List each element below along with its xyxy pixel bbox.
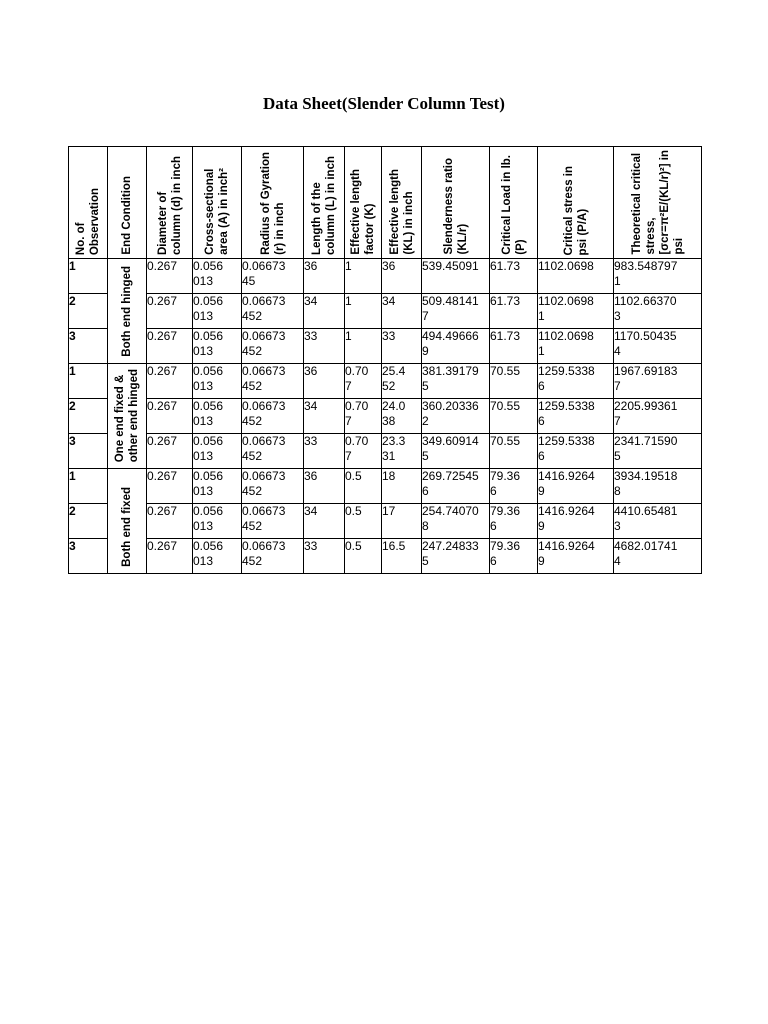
length-cell: 33 [304, 329, 345, 364]
header-cell-end-condition: End Condition [108, 147, 147, 259]
radius-cell: 0.06673 452 [242, 294, 304, 329]
table-row [69, 294, 702, 329]
table-body [69, 259, 702, 574]
theoretical-stress-cell: 2341.71590 5 [614, 434, 702, 469]
radius-cell: 0.06673 452 [242, 434, 304, 469]
effective-length-cell: 17 [382, 504, 422, 539]
critical-load-cell: 79.36 6 [490, 469, 538, 504]
header-cell-critical-load: Critical Load in lb. (P) [490, 147, 538, 259]
k-factor-cell: 0.5 [345, 504, 382, 539]
theoretical-stress-cell: 1102.66370 3 [614, 294, 702, 329]
length-cell: 34 [304, 504, 345, 539]
k-factor-cell: 0.70 7 [345, 364, 382, 399]
end-condition-cell: Both end fixed [108, 469, 147, 574]
observation-cell: 3 [69, 434, 108, 469]
theoretical-stress-cell: 983.548797 1 [614, 259, 702, 294]
data-table [68, 146, 702, 574]
effective-length-cell: 34 [382, 294, 422, 329]
slenderness-cell: 247.24833 5 [422, 539, 490, 574]
theoretical-stress-cell: 4682.01741 4 [614, 539, 702, 574]
diameter-cell: 0.267 [147, 539, 193, 574]
table-row [69, 469, 702, 504]
table-row [69, 504, 702, 539]
effective-length-cell: 25.4 52 [382, 364, 422, 399]
diameter-cell: 0.267 [147, 259, 193, 294]
k-factor-cell: 0.70 7 [345, 399, 382, 434]
effective-length-cell: 36 [382, 259, 422, 294]
effective-length-cell: 16.5 [382, 539, 422, 574]
critical-stress-cell: 1416.9264 9 [538, 504, 614, 539]
observation-cell: 1 [69, 259, 108, 294]
length-cell: 33 [304, 539, 345, 574]
length-cell: 33 [304, 434, 345, 469]
length-cell: 34 [304, 294, 345, 329]
theoretical-stress-cell: 1967.69183 7 [614, 364, 702, 399]
slenderness-cell: 494.49666 9 [422, 329, 490, 364]
critical-stress-cell: 1259.5338 6 [538, 399, 614, 434]
diameter-cell: 0.267 [147, 399, 193, 434]
length-cell: 36 [304, 259, 345, 294]
area-cell: 0.056 013 [193, 294, 242, 329]
length-cell: 34 [304, 399, 345, 434]
critical-stress-cell: 1259.5338 6 [538, 364, 614, 399]
header-cell-critical-stress: Critical stress in psi (P/A) [538, 147, 614, 259]
area-cell: 0.056 013 [193, 539, 242, 574]
k-factor-cell: 1 [345, 294, 382, 329]
observation-cell: 2 [69, 399, 108, 434]
observation-cell: 3 [69, 329, 108, 364]
critical-load-cell: 61.73 [490, 329, 538, 364]
diameter-cell: 0.267 [147, 469, 193, 504]
critical-load-cell: 79.36 6 [490, 539, 538, 574]
area-cell: 0.056 013 [193, 329, 242, 364]
theoretical-stress-cell: 1170.50435 4 [614, 329, 702, 364]
slenderness-cell: 254.74070 8 [422, 504, 490, 539]
theoretical-stress-cell: 2205.99361 7 [614, 399, 702, 434]
diameter-cell: 0.267 [147, 504, 193, 539]
slenderness-cell: 381.39179 5 [422, 364, 490, 399]
area-cell: 0.056 013 [193, 364, 242, 399]
critical-load-cell: 79.36 6 [490, 504, 538, 539]
header-cell-diameter: Diameter of column (d) in inch [147, 147, 193, 259]
area-cell: 0.056 013 [193, 504, 242, 539]
area-cell: 0.056 013 [193, 434, 242, 469]
table-row [69, 259, 702, 294]
page-title: Data Sheet(Slender Column Test) [263, 94, 505, 113]
table-row [69, 364, 702, 399]
header-cell-slenderness: Slenderness ratio (KL/r) [422, 147, 490, 259]
k-factor-cell: 0.5 [345, 539, 382, 574]
table-row [69, 434, 702, 469]
effective-length-cell: 24.0 38 [382, 399, 422, 434]
effective-length-cell: 18 [382, 469, 422, 504]
k-factor-cell: 1 [345, 329, 382, 364]
critical-load-cell: 61.73 [490, 259, 538, 294]
radius-cell: 0.06673 452 [242, 539, 304, 574]
end-condition-cell: Both end hinged [108, 259, 147, 364]
diameter-cell: 0.267 [147, 294, 193, 329]
critical-load-cell: 70.55 [490, 364, 538, 399]
slenderness-cell: 360.20336 2 [422, 399, 490, 434]
observation-cell: 2 [69, 294, 108, 329]
header-cell-length: Length of the column (L) in inch [304, 147, 345, 259]
effective-length-cell: 33 [382, 329, 422, 364]
observation-cell: 1 [69, 364, 108, 399]
header-cell-observation: No. of Observation [69, 147, 108, 259]
critical-stress-cell: 1102.0698 [538, 259, 614, 294]
slenderness-cell: 269.72545 6 [422, 469, 490, 504]
header-cell-area: Cross-sectional area (A) in inch² [193, 147, 242, 259]
observation-cell: 2 [69, 504, 108, 539]
critical-stress-cell: 1102.0698 1 [538, 329, 614, 364]
observation-cell: 3 [69, 539, 108, 574]
theoretical-stress-cell: 4410.65481 3 [614, 504, 702, 539]
area-cell: 0.056 013 [193, 399, 242, 434]
radius-cell: 0.06673 452 [242, 399, 304, 434]
table-row [69, 539, 702, 574]
critical-stress-cell: 1416.9264 9 [538, 469, 614, 504]
critical-stress-cell: 1259.5338 6 [538, 434, 614, 469]
area-cell: 0.056 013 [193, 469, 242, 504]
k-factor-cell: 1 [345, 259, 382, 294]
end-condition-cell: One end fixed & other end hinged [108, 364, 147, 469]
k-factor-cell: 0.70 7 [345, 434, 382, 469]
header-row [69, 147, 702, 259]
slenderness-cell: 509.48141 7 [422, 294, 490, 329]
area-cell: 0.056 013 [193, 259, 242, 294]
header-cell-theoretical-stress: Theoretical critical stress, [σcr=π²E/(KL/r)²] in psi [614, 147, 702, 259]
effective-length-cell: 23.3 31 [382, 434, 422, 469]
radius-cell: 0.06673 452 [242, 469, 304, 504]
critical-load-cell: 70.55 [490, 434, 538, 469]
critical-stress-cell: 1102.0698 1 [538, 294, 614, 329]
header-cell-effective-length: Effective length (KL) in inch [382, 147, 422, 259]
radius-cell: 0.06673 452 [242, 329, 304, 364]
radius-cell: 0.06673 452 [242, 504, 304, 539]
slenderness-cell: 539.45091 [422, 259, 490, 294]
header-cell-radius: Radius of Gyration (r) in inch [242, 147, 304, 259]
critical-load-cell: 70.55 [490, 399, 538, 434]
length-cell: 36 [304, 469, 345, 504]
header-cell-k-factor: Effective length factor (K) [345, 147, 382, 259]
table-row [69, 399, 702, 434]
theoretical-stress-cell: 3934.19518 8 [614, 469, 702, 504]
observation-cell: 1 [69, 469, 108, 504]
diameter-cell: 0.267 [147, 364, 193, 399]
slenderness-cell: 349.60914 5 [422, 434, 490, 469]
critical-stress-cell: 1416.9264 9 [538, 539, 614, 574]
critical-load-cell: 61.73 [490, 294, 538, 329]
diameter-cell: 0.267 [147, 329, 193, 364]
diameter-cell: 0.267 [147, 434, 193, 469]
radius-cell: 0.06673 452 [242, 364, 304, 399]
radius-cell: 0.06673 45 [242, 259, 304, 294]
length-cell: 36 [304, 364, 345, 399]
k-factor-cell: 0.5 [345, 469, 382, 504]
table-row [69, 329, 702, 364]
